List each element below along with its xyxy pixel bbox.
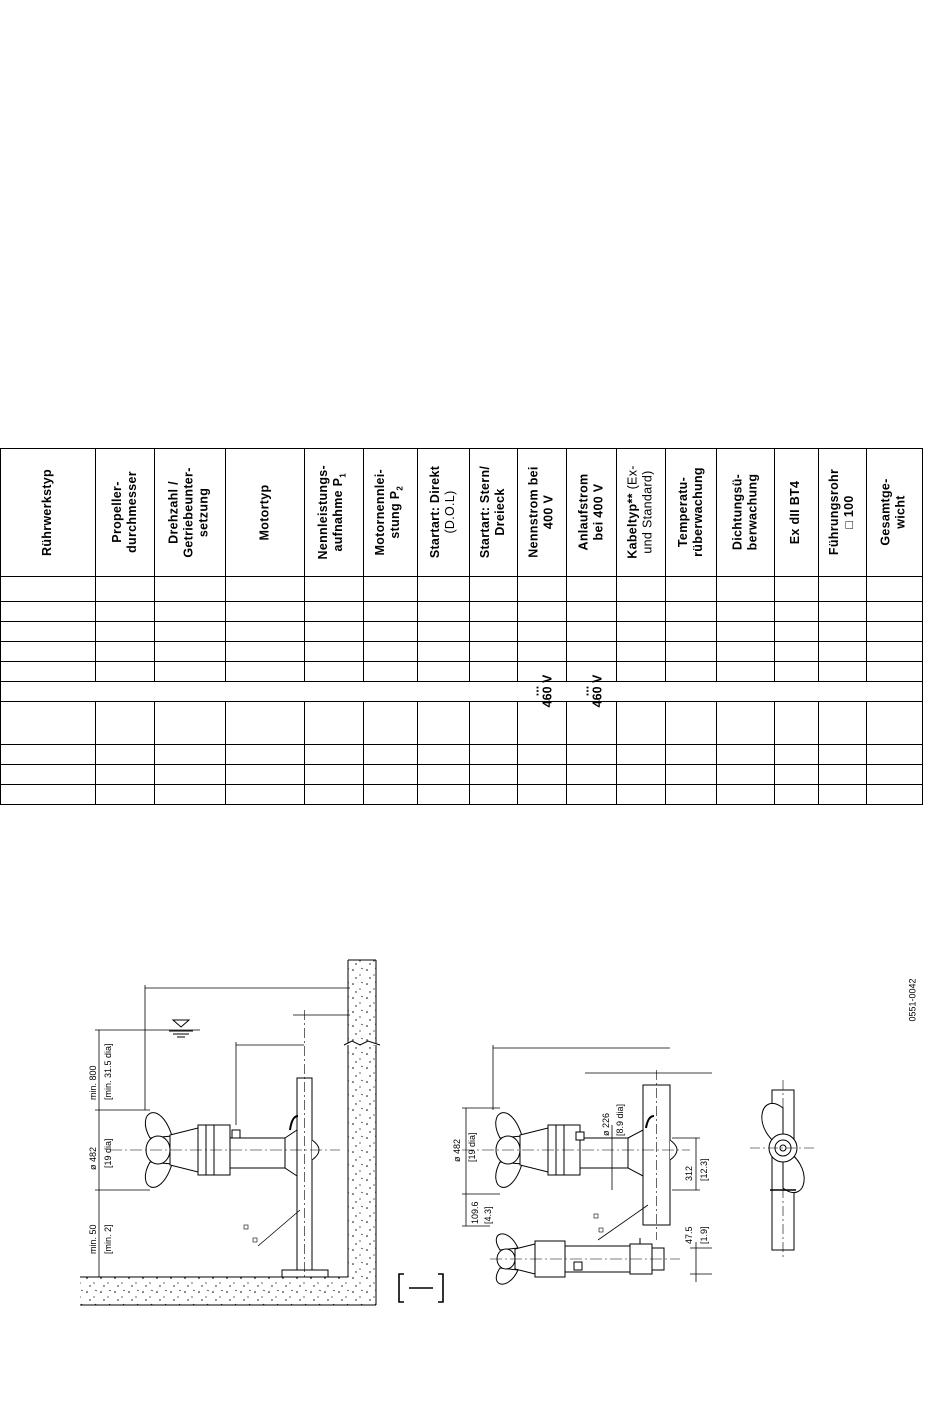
column-header: Gesamtge- wicht [879, 478, 908, 546]
guide-tube-middle [643, 1070, 670, 1240]
dim-dia-226: ø 226 [601, 1112, 611, 1136]
column-header: Führungsrohr □ 100 [827, 468, 857, 556]
mixer-side-view [490, 1234, 680, 1284]
dim-dia-226-in: [8.9 dia] [615, 1103, 625, 1136]
column-header: Rührwerkstyp [40, 468, 54, 556]
dim-109-6: 109.6 [470, 1201, 480, 1224]
dim-dia-482: ø 482 [88, 1146, 98, 1170]
voltage-range-label: ... 460 V [527, 674, 555, 708]
dim-min-50-in: [min. 2] [103, 1224, 113, 1254]
dim-47-5-in: [1.9] [699, 1226, 709, 1244]
column-header: Dichtungsü- berwachung [730, 473, 759, 551]
figure-code: 0551-0042 [908, 978, 919, 1022]
installation-drawing [80, 960, 443, 1305]
column-header: Drehzahl / Getriebeunter- setzung [167, 466, 212, 558]
column-header: Anlaufstrom bei 400 V [576, 473, 606, 551]
dim-mid-dia-482: ø 482 [452, 1138, 462, 1162]
guide-rail [282, 1010, 328, 1277]
mixer-top-view [750, 1080, 816, 1260]
dimension-lines-left [95, 985, 350, 1277]
installation-dimension-labels [88, 1043, 113, 1254]
column-header: Startart: Stern/ Dreieck [478, 465, 508, 559]
column-header: Nennleistungs- aufnahme $P_1$ [316, 464, 348, 560]
mixer-unit-left [110, 1113, 340, 1246]
column-header: Propeller- durchmesser [109, 471, 139, 553]
dim-312-in: [12.3] [699, 1158, 709, 1181]
column-header: Motornennlei- stung $P_2$ [372, 468, 405, 556]
mixer-dimension-drawing [462, 1045, 816, 1284]
column-header: Kabeltyp** (Ex- und Standard) [625, 465, 655, 559]
dim-min-800-in: [min. 31.5 dia] [103, 1043, 113, 1100]
mixer-unit-middle [462, 1113, 690, 1240]
bracket-symbol [399, 1274, 443, 1302]
dim-47-5: 47.5 [684, 1226, 694, 1244]
dim-312: 312 [684, 1165, 694, 1181]
dim-109-6-in: [4.3] [483, 1206, 493, 1224]
dim-dia-482-in: [19 dia] [103, 1138, 113, 1168]
mixer-dimension-labels [452, 1104, 709, 1244]
dim-min-800: min. 800 [88, 1065, 98, 1100]
basin-floor [80, 1277, 376, 1305]
column-header: Motortyp [257, 484, 271, 540]
dim-mid-dia-482-in: [19 dia] [467, 1132, 477, 1162]
column-header: Ex dII BT4 [788, 480, 803, 544]
column-header: Startart: Direkt (D.O.L) [428, 465, 458, 559]
spec-table [0, 448, 922, 806]
dim-min-50: min. 50 [88, 1224, 98, 1254]
voltage-range-label: ... 460 V [576, 674, 604, 708]
dimension-lines-middle [462, 1045, 712, 1282]
basin-wall [344, 960, 380, 1305]
column-header: Nennstrom bei 400 V [526, 466, 556, 558]
water-level-icon [169, 1020, 193, 1037]
column-header: Temperatu- rüberwachung [675, 467, 705, 557]
